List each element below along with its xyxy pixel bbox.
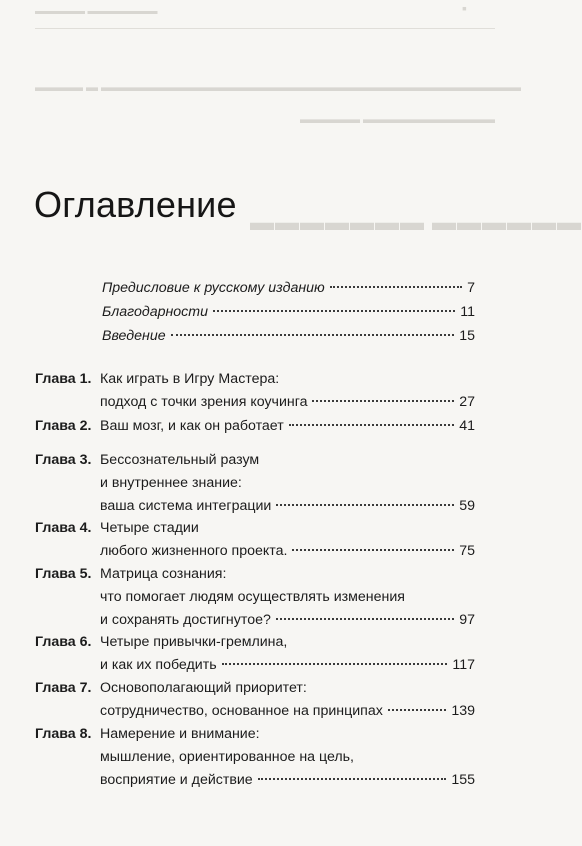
entry-body	[102, 277, 475, 300]
page-number: 11	[460, 304, 475, 320]
dot-leader	[312, 400, 454, 402]
entry-title-line: и сохранять достигнутое?	[100, 612, 271, 628]
entry-body	[100, 631, 475, 677]
entry-body	[100, 723, 475, 792]
chapter-label: Глава 5.	[35, 566, 92, 582]
bleed-through-rule	[35, 28, 495, 29]
bleed-through-text: ▬▬▬▬▬ ▬▬▬▬▬▬▬▬▬▬▬	[300, 112, 495, 126]
entry-body	[102, 301, 475, 324]
toc-last-line	[100, 495, 475, 518]
entry-title-line: Намерение и внимание:	[100, 726, 260, 742]
toc-last-line	[102, 301, 475, 324]
entry-title-line: Введение	[102, 328, 166, 344]
entry-body	[102, 325, 475, 348]
dot-leader	[388, 709, 446, 711]
toc-last-line	[100, 609, 475, 632]
bleed-through-text: ▬▬▬▬▬▬▬ ▬▬▬▬▬▬	[250, 210, 582, 236]
chapter-label: Глава 4.	[35, 520, 92, 536]
toc-last-line	[100, 540, 475, 563]
bleed-through-header: ▬▬▬▬▬ ▬▬▬▬▬▬▬	[35, 6, 158, 17]
page-number: 75	[459, 543, 475, 559]
entry-title-line: ваша система интеграции	[100, 498, 272, 514]
chapter-label: Глава 8.	[35, 726, 92, 742]
page-number: 7	[467, 280, 475, 296]
page-number: 155	[451, 772, 475, 788]
page-title: Оглавление	[34, 184, 237, 226]
entry-body	[100, 677, 475, 723]
chapter-label: Глава 7.	[35, 680, 92, 696]
dot-leader	[276, 618, 454, 620]
bleed-through-text: ▬▬▬▬ ▬ ▬▬▬▬▬▬▬▬▬▬▬▬▬▬▬▬▬▬▬▬▬▬▬▬▬▬▬▬▬▬▬▬▬▬▬	[35, 80, 521, 94]
chapter-label: Глава 3.	[35, 452, 92, 468]
dot-leader	[171, 334, 455, 336]
entry-title-line: Благодарности	[102, 304, 208, 320]
dot-leader	[222, 663, 448, 665]
page-number: 15	[459, 328, 475, 344]
dot-leader	[213, 310, 455, 312]
dot-leader	[330, 286, 462, 288]
entry-title-line: Ваш мозг, и как он работает	[100, 418, 284, 434]
toc-last-line	[102, 325, 475, 348]
toc-last-line	[100, 769, 475, 792]
page-number: 97	[459, 612, 475, 628]
entry-title-line: Предисловие к русскому изданию	[102, 280, 325, 296]
entry-title-line: Основополагающий приоритет:	[100, 680, 307, 696]
toc-last-line	[102, 277, 475, 300]
entry-title-line: что помогает людям осуществлять изменения	[100, 589, 405, 605]
page-number: 41	[459, 418, 475, 434]
entry-title-line: мышление, ориентированное на цель,	[100, 749, 354, 765]
chapter-label: Глава 6.	[35, 634, 92, 650]
entry-title-line: и как их победить	[100, 657, 217, 673]
entry-title-line: Бессознательный разум	[100, 452, 260, 468]
entry-title-line: Четыре привычки-гремлина,	[100, 634, 288, 650]
entry-title-line: восприятие и действие	[100, 772, 253, 788]
entry-title-line: Матрица сознания:	[100, 566, 227, 582]
page-number: 27	[459, 394, 475, 410]
entry-title-line: подход с точки зрения коучинга	[100, 394, 308, 410]
entry-body	[100, 563, 475, 632]
dot-leader	[258, 778, 447, 780]
toc-last-line	[100, 391, 475, 414]
toc-last-line	[100, 654, 475, 677]
chapter-label: Глава 2.	[35, 418, 92, 434]
entry-title-line: и внутреннее знание:	[100, 475, 242, 491]
entry-body	[100, 415, 475, 438]
page-number: 59	[459, 498, 475, 514]
page-number: 117	[452, 657, 475, 673]
entry-body	[100, 517, 475, 563]
entry-title-line: сотрудничество, основанное на принципах	[100, 703, 383, 719]
entry-title-line: Четыре стадии	[100, 520, 199, 536]
dot-leader	[276, 504, 454, 506]
page-number: 139	[451, 703, 475, 719]
chapter-label: Глава 1.	[35, 371, 92, 387]
entry-title-line: Как играть в Игру Мастера:	[100, 371, 280, 387]
bleed-through-pagenum: ▪	[462, 2, 467, 17]
toc-last-line	[100, 700, 475, 723]
dot-leader	[292, 549, 454, 551]
dot-leader	[289, 424, 455, 426]
toc-last-line	[100, 415, 475, 438]
entry-body	[100, 368, 475, 414]
entry-title-line: любого жизненного проекта.	[100, 543, 288, 559]
entry-body	[100, 449, 475, 518]
